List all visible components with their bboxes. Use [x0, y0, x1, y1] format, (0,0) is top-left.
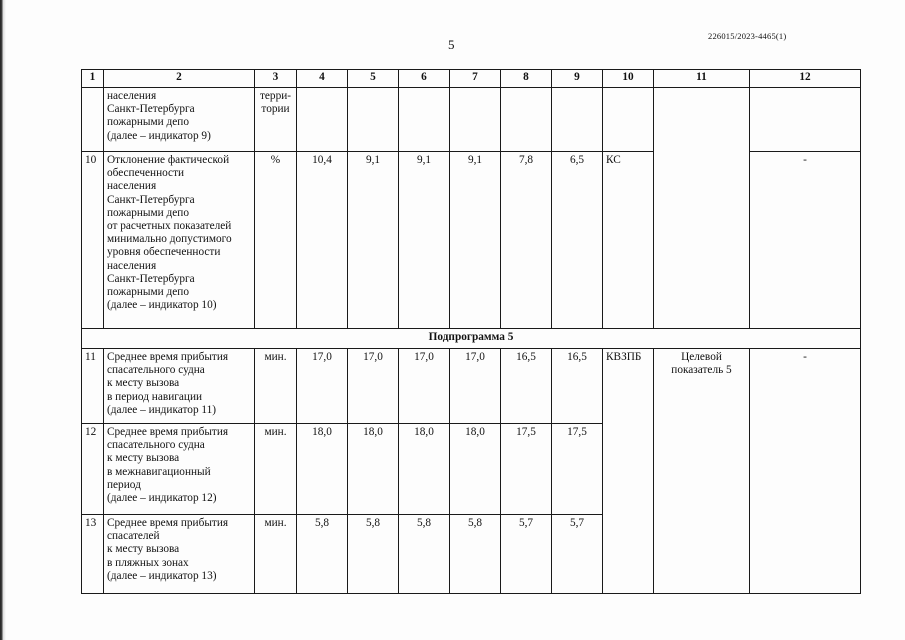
- value-cell: 10,4: [297, 152, 348, 329]
- value-cell: 18,0: [297, 424, 348, 515]
- responsible-cell: КС: [603, 152, 654, 329]
- note-cell: -: [750, 349, 861, 594]
- name-line: (далее – индикатор 11): [107, 403, 217, 416]
- header-cell: 4: [297, 70, 348, 88]
- name-line: к месту вызова: [107, 543, 180, 556]
- indicator-name-cell: [104, 349, 255, 424]
- name-line: спасателей: [107, 530, 160, 543]
- target-indicator-cell: [654, 88, 750, 329]
- unit-line: терри-: [259, 90, 292, 102]
- target-line: показатель 5: [671, 364, 732, 377]
- header-cell: 11: [654, 70, 750, 88]
- unit-cell: %: [255, 152, 297, 329]
- value-cell: 17,5: [501, 424, 552, 515]
- name-line: пожарными депо: [107, 206, 189, 219]
- name-line: населения: [107, 180, 157, 193]
- subprogram-title: Подпрограмма 5: [82, 329, 861, 349]
- name-line: к месту вызова: [107, 377, 180, 390]
- value-cell: 18,0: [348, 424, 399, 515]
- name-line: к месту вызова: [107, 452, 180, 465]
- name-line: спасательного судна: [107, 439, 205, 452]
- value-cell: [450, 88, 501, 152]
- name-line: пожарными депо: [107, 116, 189, 129]
- value-cell: 18,0: [399, 424, 450, 515]
- value-cell: 5,7: [552, 515, 603, 594]
- value-cell: 18,0: [450, 424, 501, 515]
- name-line: пожарными депо: [107, 286, 189, 299]
- header-cell: 6: [399, 70, 450, 88]
- header-cell: 8: [501, 70, 552, 88]
- name-line: период: [107, 478, 141, 491]
- value-cell: [297, 88, 348, 152]
- value-cell: 17,5: [552, 424, 603, 515]
- value-cell: 17,0: [348, 349, 399, 424]
- header-cell: 10: [603, 70, 654, 88]
- row-number-cell: 13: [82, 515, 104, 594]
- indicator-name-cell: [104, 515, 255, 594]
- value-cell: 17,0: [399, 349, 450, 424]
- header-row: [82, 70, 861, 88]
- note-cell: [750, 88, 861, 152]
- header-cell: 3: [255, 70, 297, 88]
- unit-cell: мин.: [255, 424, 297, 515]
- name-line: Санкт-Петербурга: [107, 103, 195, 116]
- name-line: населения: [107, 259, 157, 272]
- value-cell: 16,5: [552, 349, 603, 424]
- value-cell: 5,8: [297, 515, 348, 594]
- row-number-cell: 12: [82, 424, 104, 515]
- name-line: от расчетных показателей: [107, 220, 232, 233]
- value-cell: 9,1: [399, 152, 450, 329]
- name-line: Среднее время прибытия: [107, 351, 229, 363]
- indicators-table: [81, 69, 861, 594]
- header-cell: 5: [348, 70, 399, 88]
- unit-cell: [255, 88, 297, 152]
- name-line: минимально допустимого: [107, 233, 232, 246]
- header-cell: 2: [104, 70, 255, 88]
- indicator-name-cell: [104, 424, 255, 515]
- value-cell: 5,8: [450, 515, 501, 594]
- value-cell: 17,0: [297, 349, 348, 424]
- value-cell: 5,8: [348, 515, 399, 594]
- value-cell: 5,8: [399, 515, 450, 594]
- name-line: Санкт-Петербурга: [107, 193, 195, 206]
- row-number-cell: 10: [82, 152, 104, 329]
- target-indicator-cell: [654, 349, 750, 594]
- value-cell: 17,0: [450, 349, 501, 424]
- note-cell: -: [750, 152, 861, 329]
- value-cell: [552, 88, 603, 152]
- value-cell: 6,5: [552, 152, 603, 329]
- value-cell: 9,1: [348, 152, 399, 329]
- header-cell: 7: [450, 70, 501, 88]
- value-cell: [399, 88, 450, 152]
- unit-line: тории: [261, 103, 290, 116]
- scan-edge: [0, 0, 10, 640]
- name-line: в период навигации: [107, 390, 203, 403]
- table-row-indicator-9: [82, 88, 861, 152]
- responsible-cell: [603, 88, 654, 152]
- name-line: Среднее время прибытия: [107, 517, 229, 529]
- name-line: в межнавигационный: [107, 465, 211, 478]
- name-line: уровня обеспеченности: [107, 246, 221, 259]
- name-line: обеспеченности: [107, 167, 185, 180]
- name-line: в пляжных зонах: [107, 556, 189, 569]
- row-number-cell: 11: [82, 349, 104, 424]
- row-number-cell: [82, 88, 104, 152]
- name-line: Среднее время прибытия: [107, 426, 229, 438]
- name-line: спасательного судна: [107, 364, 205, 377]
- header-cell: 12: [750, 70, 861, 88]
- name-line: Санкт-Петербурга: [107, 272, 195, 285]
- indicator-name-cell: [104, 88, 255, 152]
- value-cell: [348, 88, 399, 152]
- unit-cell: мин.: [255, 349, 297, 424]
- name-line: (далее – индикатор 12): [107, 492, 217, 505]
- responsible-cell: КВЗПБ: [603, 349, 654, 594]
- page-number: 5: [448, 37, 455, 52]
- value-cell: 5,7: [501, 515, 552, 594]
- name-line: (далее – индикатор 13): [107, 569, 217, 582]
- subprogram-row: [82, 329, 861, 349]
- name-line: населения: [107, 90, 157, 102]
- value-cell: 9,1: [450, 152, 501, 329]
- header-cell: 1: [82, 70, 104, 88]
- value-cell: 16,5: [501, 349, 552, 424]
- value-cell: [501, 88, 552, 152]
- value-cell: 7,8: [501, 152, 552, 329]
- header-cell: 9: [552, 70, 603, 88]
- unit-cell: мин.: [255, 515, 297, 594]
- name-line: (далее – индикатор 9): [107, 129, 211, 142]
- table-row-indicator-11: [82, 349, 861, 424]
- name-line: (далее – индикатор 10): [107, 299, 217, 312]
- document-code: 226015/2023-4465(1): [708, 31, 787, 41]
- indicator-name-cell: [104, 152, 255, 329]
- name-line: Отклонение фактической: [107, 154, 230, 166]
- target-line: Целевой: [681, 351, 722, 363]
